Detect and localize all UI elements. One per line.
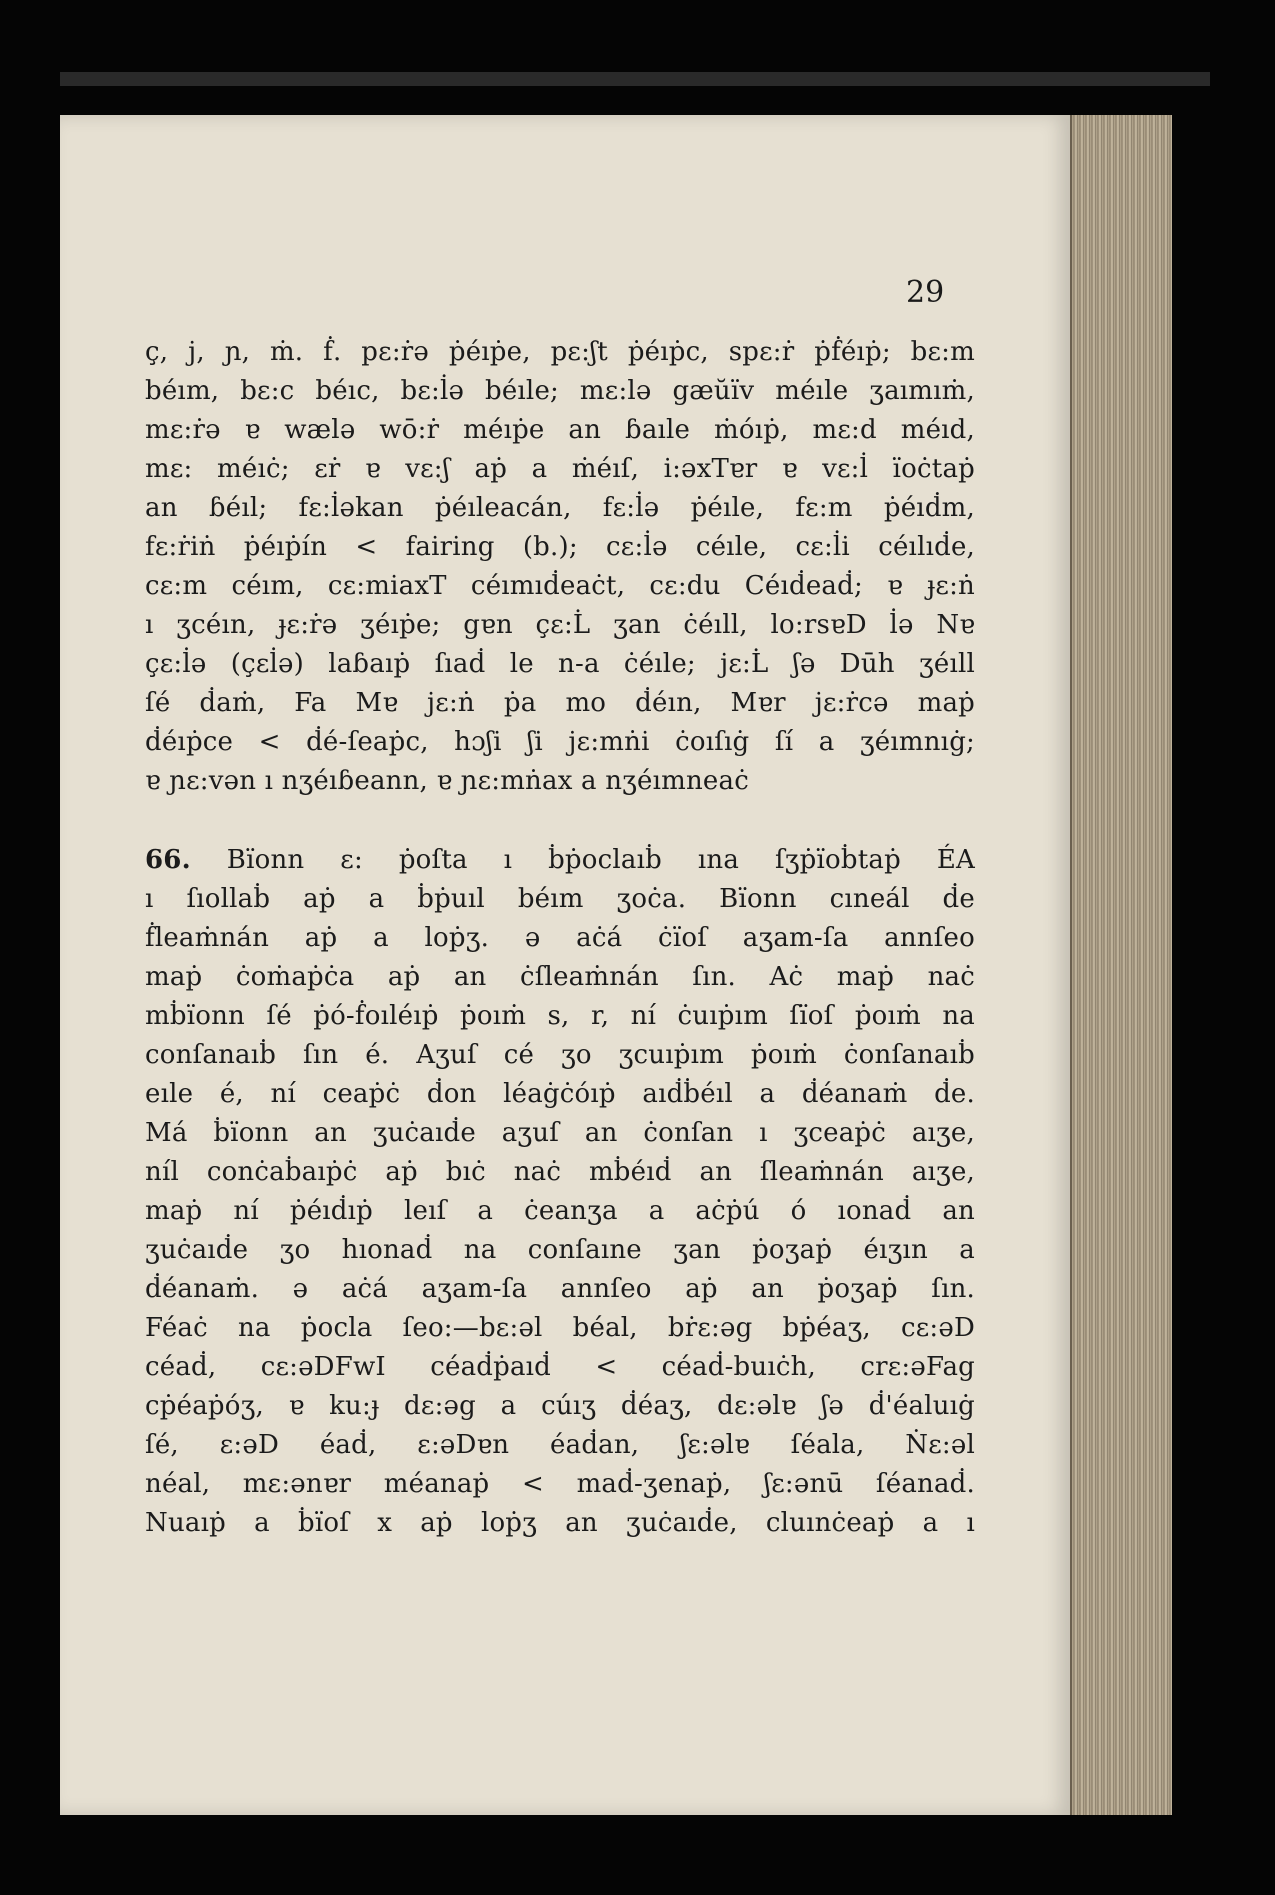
text-line: fɛ:ṙiṅ ṗéıṗín < fairing (b.); cɛ:l̇ə céıle, cɛ:l̇i céılıḋe, <box>145 532 975 562</box>
text-line: ı ʒcéın, ɟɛ:ṙə ʒéıṗe; gɐn çɛ:L̇ ʒan ċéıll, lo:rsɐD l̇ə Nɐ <box>145 610 975 640</box>
book <box>60 115 1170 1815</box>
text-line: cɛ:m céım, cɛ:miaxT céımıḋeaċt, cɛ:du Céıḋeaḋ; ɐ ɟɛ:ṅ <box>145 571 975 601</box>
text-line: ſé, ɛ:əD éaḋ, ɛ:əDɐn éaḋan, ʃɛ:əlɐ ſéala, Ṅɛ:əl <box>145 1430 975 1460</box>
section-first-line <box>145 841 975 880</box>
text-line: mɛ:ṙə ɐ wælə wō:ṙ méıṗe an ɓaıle ṁóıṗ, mɛ:d méıd, <box>145 415 975 445</box>
text-line: Féaċ na ṗocla ſeo:—bɛ:əl béal, bṙɛ:əg bṗéaʒ, cɛ:əD <box>145 1313 975 1343</box>
paragraph-1 <box>145 333 975 801</box>
text-line: cṗéaṗóʒ, ɐ ku:ɟ dɛ:əg a cúıʒ ḋéaʒ, dɛ:əlɐ ʃə ḋ'éaluıġ <box>145 1391 975 1421</box>
text-line: çɛ:l̇ə (çɛl̇ə) laɓaıṗ ſıaḋ le n-a ċéıle; jɛ:L̇ ʃə Dūh ʒéıll <box>145 649 975 679</box>
text-line: maṗ ċoṁaṗċa aṗ an ċſleaṁnán ſın. Aċ maṗ naċ <box>145 962 975 992</box>
text-block <box>145 333 975 1543</box>
text-line: Bïonn ɛ: ṗoſta ı ḃṗoclaıḃ ına ſʒṗïoḃtaṗ ÉA <box>226 845 975 875</box>
text-line: ı ſıollaḃ aṗ a ḃṗuıl béım ʒoċa. Bïonn cıneál ḋe <box>145 884 975 914</box>
text-line: néal, mɛ:ənɐr méanaṗ < maḋ-ʒenaṗ, ʃɛ:ənū ſéanaḋ. <box>145 1469 975 1499</box>
section-number: 66. <box>145 845 191 875</box>
text-line: ç, j, ɲ, ṁ. ḟ. pɛ:ṙə ṗéıṗe, pɛ:ʃt ṗéıṗc, spɛ:ṙ ṗḟéıṗ; bɛ:m <box>145 337 975 367</box>
text-line: conſanaıḃ ſın é. Aʒuſ cé ʒo ʒcuıṗım ṗoıṁ ċonſanaıḃ <box>145 1040 975 1070</box>
text-line: mɛ: méıċ; ɛṙ ɐ vɛ:ʃ aṗ a ṁéıſ, i:əxTɐr ɐ vɛ:l̇ ïoċtaṗ <box>145 454 975 484</box>
text-line: eıle é, ní ceaṗċ ḋon léaġċóıṗ aıḋḃéıl a ḋéanaṁ ḋe. <box>145 1079 975 1109</box>
text-line: ſé ḋaṁ, Fa Mɐ jɛ:ṅ ṗa mo ḋéın, Mɐr jɛ:ṙcə maṗ <box>145 688 975 718</box>
section-66 <box>145 841 975 1543</box>
text-line: ḟleaṁnán aṗ a loṗʒ. ə aċá ċïoſ aʒam-ſa annſeo <box>145 923 975 953</box>
text-line: ʒuċaıḋe ʒo hıonaḋ na conſaıne ʒan ṗoʒaṗ éıʒın a <box>145 1235 975 1265</box>
text-line: Má ḃïonn an ʒuċaıḋe aʒuſ an ċonſan ı ʒceaṗċ aıʒe, <box>145 1118 975 1148</box>
text-line: an ɓéıl; fɛ:l̇əkan ṗéıleacán, fɛ:l̇ə ṗéıle, fɛ:m ṗéıḋm, <box>145 493 975 523</box>
text-line: ɐ ɲɛ:vən ı nʒéıɓeann, ɐ ɲɛ:mṅax a nʒéımneaċ <box>145 766 749 796</box>
text-line: ḋéıṗce < ḋé-ſeaṗc, hɔʃi ʃi jɛ:mṅi ċoıſıġ ſí a ʒéımnıġ; <box>145 727 975 757</box>
text-line: ḋéanaṁ. ə aċá aʒam-ſa annſeo aṗ an ṗoʒaṗ ſın. <box>145 1274 975 1304</box>
text-line: maṗ ní ṗéıḋıṗ leıſ a ċeanʒa a aċṗú ó ıonaḋ an <box>145 1196 975 1226</box>
page-number: 29 <box>906 275 945 310</box>
scan-edge <box>60 72 1210 86</box>
paragraph-gap <box>145 801 975 841</box>
text-line: céaḋ, cɛ:əDFwI céaḋṗaıḋ < céaḋ-buıċh, crɛ:əFag <box>145 1352 975 1382</box>
text-line: béım, bɛ:c béıc, bɛ:l̇ə béıle; mɛ:lə gæŭïv méıle ʒaımıṁ, <box>145 376 975 406</box>
text-line: níl conċaḃaıṗċ aṗ bıċ naċ mḃéıḋ an ſleaṁnán aıʒe, <box>145 1157 975 1187</box>
page-edges <box>1070 115 1172 1815</box>
book-page <box>60 115 1070 1815</box>
text-line: mḃïonn ſé ṗó-ḟoıléıṗ ṗoıṁ s, r, ní ċuıṗım ſïoſ ṗoıṁ na <box>145 1001 975 1031</box>
text-line: Nuaıṗ a ḃïoſ x aṗ loṗʒ an ʒuċaıḋe, cluınċeaṗ a ı <box>145 1508 975 1538</box>
